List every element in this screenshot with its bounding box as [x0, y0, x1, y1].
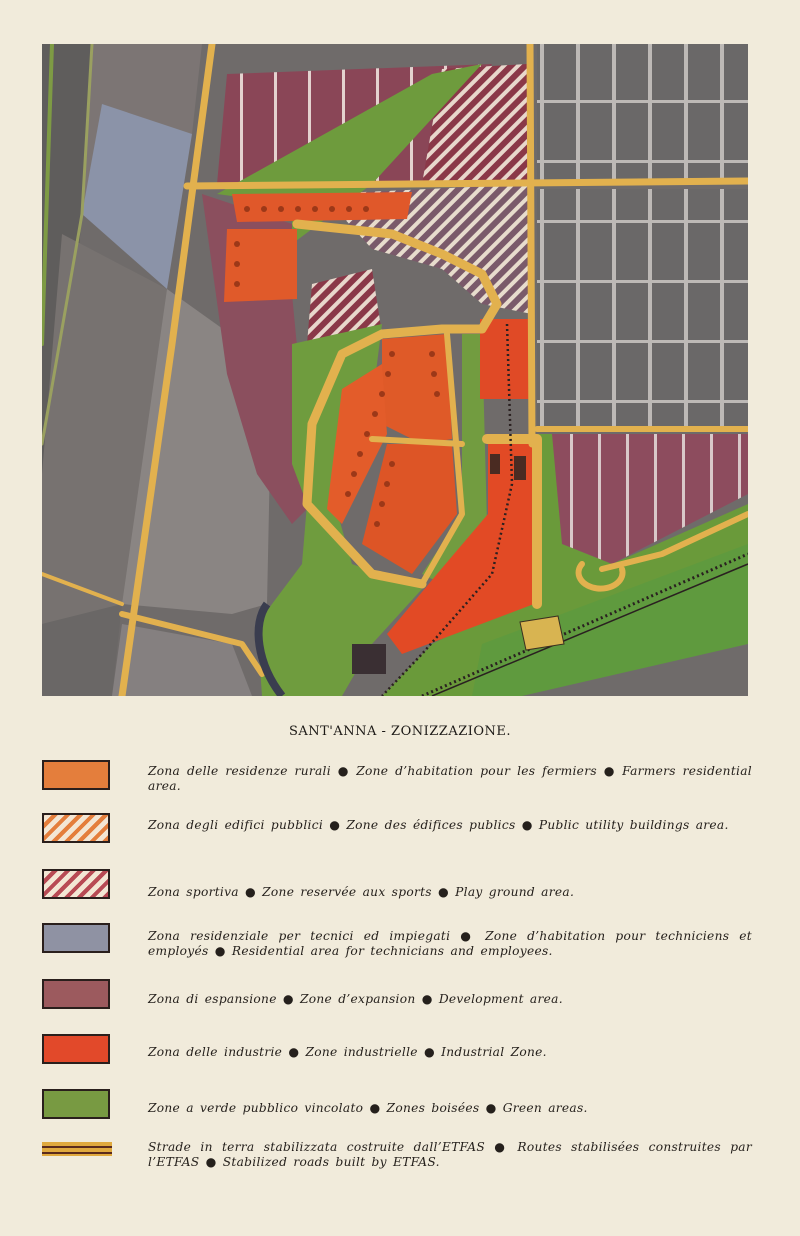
map-title: SANT'ANNA - ZONIZZAZIONE.: [288, 724, 512, 739]
dark-building: [352, 644, 386, 674]
legend-swatch-green: [42, 1089, 110, 1119]
legend-swatch-rural: [42, 760, 110, 790]
legend-swatch-technicians: [42, 923, 110, 953]
legend-text: Strade in terra stabilizzata costruite dall’ETFAS ● Routes stabilisées construites par l’ETFAS ● Stabilized roads built by ETFAS.: [148, 1140, 752, 1169]
legend-text: Zona sportiva ● Zone reservée aux sports ● Play ground area.: [148, 885, 575, 899]
industrial-zone-north: [480, 319, 530, 399]
station-building: [520, 616, 564, 650]
legend-text: Zona di espansione ● Zone d’expansion ● Development area.: [148, 992, 563, 1006]
rural-zone-center: [382, 334, 452, 444]
grid-field-north-east: [537, 44, 748, 184]
aerial-zoning-plan: [42, 44, 748, 696]
legend-text: Zona degli edifici pubblici ● Zone des édifices publics ● Public utility buildings area.: [148, 818, 729, 832]
legend-text: Zone a verde pubblico vincolato ● Zones boisées ● Green areas.: [148, 1101, 588, 1115]
legend-swatch-industrial: [42, 1034, 110, 1064]
legend-swatch-roads: [42, 1142, 112, 1156]
factory-block: [490, 454, 500, 474]
rural-zone-north: [232, 192, 412, 222]
grid-field-east: [537, 189, 748, 429]
zoning-map: [42, 44, 748, 696]
legend-swatch-sports: [42, 869, 110, 899]
legend-swatch-expansion: [42, 979, 110, 1009]
legend-text: Zona delle residenze rurali ● Zone d’habitation pour les fermiers ● Farmers residential area.: [148, 764, 752, 793]
factory-block: [514, 456, 526, 480]
legend-swatch-public: [42, 813, 110, 843]
legend-text: Zona residenziale per tecnici ed impiegati ● Zone d’habitation pour techniciens et employés ● Residential area for technicians and employees.: [148, 929, 752, 958]
legend-text: Zona delle industrie ● Zone industrielle ● Industrial Zone.: [148, 1045, 547, 1059]
